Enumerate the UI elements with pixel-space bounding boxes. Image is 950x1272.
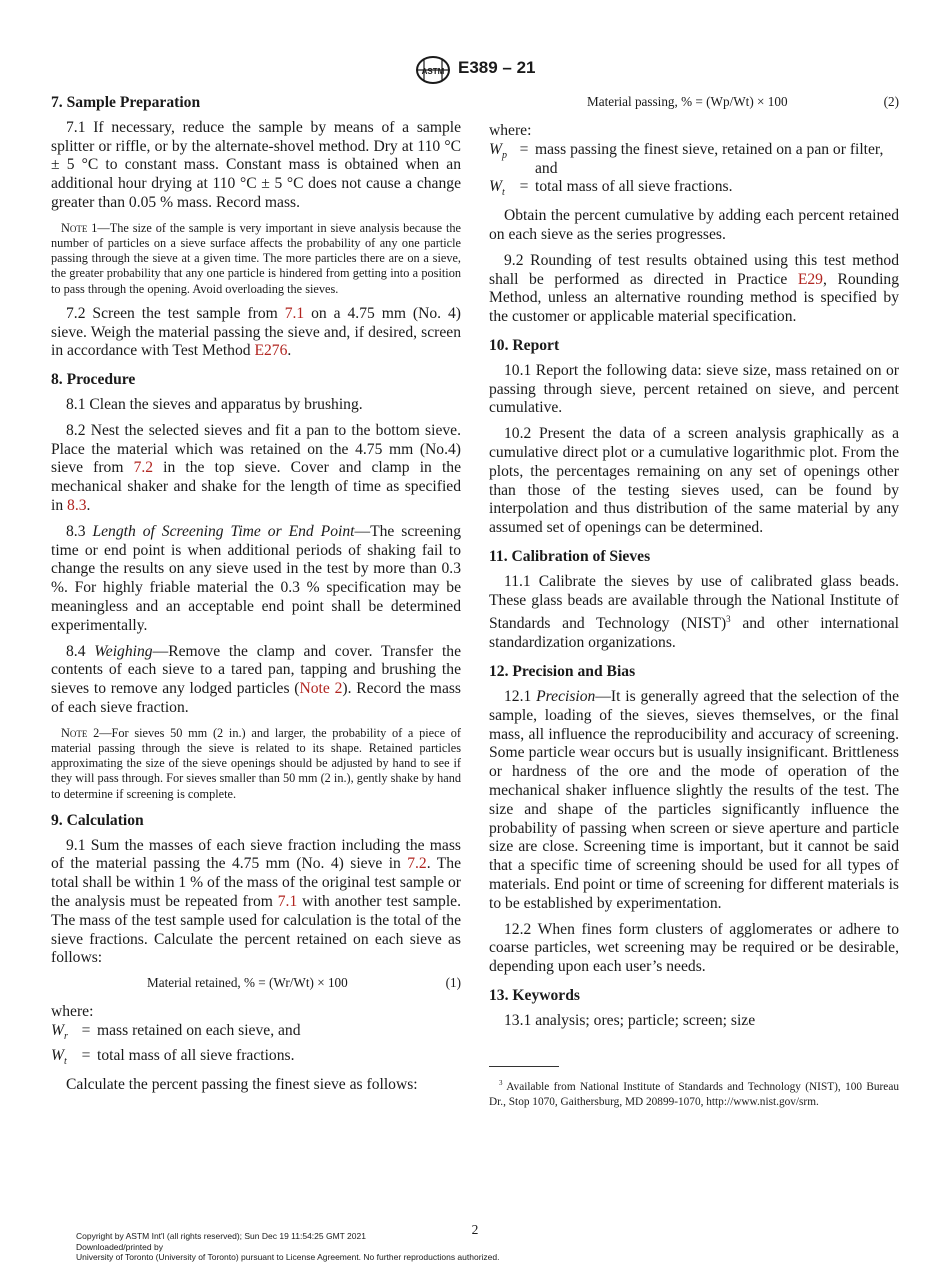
section-10-title: 10. Report (489, 337, 560, 355)
link-e29[interactable]: E29 (797, 270, 823, 288)
link-7-1[interactable]: 7.1 (284, 304, 305, 322)
text-span: —It is generally agreed that the selection of the sample, loading of the sieves, sieves themselves, or the final mass, all influence the reproducibility and accuracy of screening. Some particle wear occurs but is usually insignificant. Brittleness or hardness of the ore and the mode of operation of the mechanical shaker influence slightly the results of the test. The size and shape of the particles significantly influence the probability of passing when screen or sieve aperture and particle size are close. Screening time is important, but it cannot be said that a specific time of screening should be used for all types of materials. End point or time of screening for different materials is to be established by experimentation. (489, 688, 900, 912)
footnote-marker: 3 (726, 614, 731, 625)
paragraph-12-1 (489, 688, 899, 914)
symbol-letter: W (51, 1046, 64, 1064)
paragraph-8-3 (51, 523, 461, 636)
equals-sign: = (519, 140, 529, 158)
text-span: . (287, 342, 292, 360)
symbol-subscript: t (502, 187, 505, 199)
symbol-wt (51, 1047, 75, 1072)
equation-2-expression: Material passing, % = (Wp/Wt) × 100 (587, 94, 788, 109)
copyright-line-2: Downloaded/printed by (76, 1241, 163, 1252)
symbol-subscript: p (502, 149, 507, 161)
astm-logo-icon (414, 55, 452, 85)
text-span: 12.1 (504, 688, 537, 706)
paragraph-7-2 (51, 305, 461, 361)
definition-wp (489, 141, 899, 179)
section-11-title: 11. Calibration of Sieves (489, 548, 651, 566)
where-label: where: (489, 122, 532, 139)
note-2-text: 2—For sieves 50 mm (2 in.) and larger, the probability of a piece of material passing through the sieve is related to its shape. Retained particles approximating the size of the sieve openings should be adjusted by hand to see if they will pass through. For sieves smaller than 50 mm (2 in.), gently shake by hand to determine if screening is complete. (51, 725, 461, 801)
equation-2 (489, 94, 899, 114)
note-2-label: Note (61, 725, 88, 740)
italic-term: Weighing (94, 642, 153, 660)
equation-1 (51, 975, 461, 995)
symbol-wp (489, 141, 513, 179)
italic-term: Precision (536, 688, 596, 706)
text-span: on a 4.75 mm (No. 4) sieve. Weigh the material passing the sieve and, if desired, screen in accordance with Test Method (51, 304, 461, 360)
text-span: 7.2 Screen the test sample from (66, 304, 285, 322)
text-span: 8.4 (66, 642, 95, 660)
definition-text: total mass of all sieve fractions. (535, 178, 733, 196)
link-e276[interactable]: E276 (254, 342, 288, 360)
text-span: in the top sieve. Cover and clamp in the mechanical shaker and shake for the length of time as specified in (51, 459, 461, 514)
copyright-block (76, 1231, 500, 1263)
footnote-divider (489, 1066, 559, 1067)
equation-1-expression: Material retained, % = (Wr/Wt) × 100 (147, 975, 348, 991)
footnote-number: 3 (499, 1079, 503, 1087)
equals-sign: = (519, 178, 529, 196)
text-span: , Rounding Method, unless an alternative rounding method is specified by the customer or applicable material specification. (489, 270, 899, 326)
paragraph-11-1 (489, 573, 899, 653)
text-span: 11.1 Calibrate the sieves by use of calibrated glass beads. These glass beads are available through the National Institute of Standards and Technology (NIST) (489, 572, 899, 633)
note-2 (51, 726, 461, 802)
footnote-text: Available from National Institute of Standards and Technology (NIST), 100 Bureau Dr., Stop 1070, Gaithersburg, MD 20899-1070, http://www.nist.gov/srm. (489, 1080, 899, 1108)
equals-sign: = (81, 1046, 91, 1064)
text-span: 9.2 Rounding of test results obtained using this test method shall be performed as directed in Practice (489, 251, 899, 288)
symbol-subscript: t (64, 1055, 67, 1067)
copyright-line-3: University of Toronto (University of Toronto) pursuant to License Agreement. No further reproductions authorized. (76, 1252, 500, 1262)
text-span: 8.2 Nest the selected sieves and fit a pan to the bottom sieve. Place the material which was retained on the 4.75 mm (No.4) sieve from (51, 421, 461, 477)
page-header (0, 55, 950, 85)
equation-2-number: (2) (883, 94, 899, 109)
equation-1-number: (1) (445, 975, 461, 991)
paragraph-8-1: 8.1 Clean the sieves and apparatus by brushing. (66, 395, 363, 413)
text-span: with another test sample. The mass of the test sample used for calculation is the total of the sieve fractions. Calculate the percent retained on each sieve as follows: (51, 892, 461, 967)
paragraph-8-4 (51, 643, 461, 718)
paragraph-10-2: 10.2 Present the data of a screen analysis graphically as a cumulative direct plot or a cumulative logarithmic plot. From the plots, the percentages remaining on any set of openings other than those of the testing sieves used, can be found by interpolation and thus distribution of the same material by any assumed set of openings can be determined. (489, 425, 899, 537)
note-1-label: Note (61, 220, 88, 235)
definition-wt (489, 178, 899, 203)
section-7-title: 7. Sample Preparation (51, 94, 201, 111)
symbol-wt (489, 178, 513, 203)
link-note-2[interactable]: Note 2 (299, 680, 343, 698)
text-span: —The screening time or end point is when additional periods of shaking fail to change the results on any sieve used in the test by more than 0.3 %. For highly friable material the 0.3 % specification may be meaningless and an acceptable end point shall be determined experimentally. (51, 522, 462, 634)
note-1 (51, 221, 461, 297)
note-1-text: 1—The size of the sample is very important in sieve analysis because the number of particles on a sieve surface affects the probability of any one particle passing through the sieve at a given time. The more particles there are on a sieve, the greater probability that any one particle is hindered from getting into a position to pass through the opening. Avoid overloading the sieves. (51, 220, 461, 296)
text-span: —Remove the clamp and cover. Transfer the contents of each sieve to a tared pan, tapping and brushing the sieves to remove any lodged particles ( (51, 642, 461, 698)
text-span: 9.1 Sum the masses of each sieve fraction including the mass of the material passing the 4.75 mm (No. 4) sieve in (51, 836, 461, 873)
left-column (51, 94, 461, 1102)
paragraph-calc-passing: Calculate the percent passing the finest sieve as follows: (66, 1075, 418, 1093)
paragraph-9-2 (489, 252, 899, 327)
definition-wr (51, 1022, 461, 1047)
right-column (489, 94, 899, 1038)
paragraph-12-2: 12.2 When fines form clusters of agglomerates or adhere to coarse particles, wet screening may be required or be desirable, depending upon each user’s needs. (489, 920, 899, 976)
italic-term: Length of Screening Time or End Point (92, 522, 355, 540)
text-span: . (86, 496, 91, 514)
section-8-title: 8. Procedure (51, 371, 136, 389)
copyright-line-1: Copyright by ASTM Int'l (all rights reserved); Sun Dec 19 11:54:25 GMT 2021 (76, 1231, 366, 1241)
section-12-title: 12. Precision and Bias (489, 663, 636, 681)
paragraph-13-1: 13.1 analysis; ores; particle; screen; size (504, 1011, 756, 1029)
paragraph-cumulative: Obtain the percent cumulative by adding each percent retained on each sieve as the series progresses. (489, 207, 899, 244)
symbol-subscript: r (64, 1031, 68, 1043)
symbol-letter: W (489, 140, 502, 158)
definition-wt (51, 1047, 461, 1072)
text-span: . The total shall be within 1 % of the mass of the original test sample or the analysis must be repeated from (51, 855, 461, 910)
definition-text: mass retained on each sieve, and (97, 1021, 301, 1039)
text-span: ). Record the mass of each sieve fraction. (51, 680, 461, 716)
paragraph-8-2 (51, 422, 461, 516)
where-label: where: (51, 1003, 94, 1021)
link-7-2[interactable]: 7.2 (407, 855, 427, 873)
symbol-letter: W (51, 1021, 64, 1039)
link-7-1[interactable]: 7.1 (277, 892, 298, 910)
symbol-letter: W (489, 178, 502, 196)
footnote-3 (489, 1076, 899, 1110)
astm-logo-text: ASTM (421, 67, 445, 76)
page-number: 2 (471, 1222, 479, 1237)
definition-text: mass passing the finest sieve, retained on a pan or filter, and (535, 140, 884, 177)
equals-sign: = (81, 1021, 91, 1039)
paragraph-7-1: 7.1 If necessary, reduce the sample by means of a sample splitter or riffle, or by the alternate-shovel method. Dry at 110 °C ± 5 °C to constant mass. Constant mass is obtained when an additional hour drying at 110 °C ± 5 °C does not cause a change greater than 0.05 % mass. Record mass. (51, 118, 461, 211)
paragraph-10-1: 10.1 Report the following data: sieve size, mass retained on or passing through sieve, percent retained on sieve, and percent cumulative. (489, 361, 899, 417)
text-span: and other international standardization organizations. (489, 615, 900, 652)
link-8-3[interactable]: 8.3 (67, 496, 87, 514)
standard-id: E389 – 21 (458, 58, 536, 77)
definition-text: total mass of all sieve fractions. (97, 1046, 295, 1064)
link-7-2[interactable]: 7.2 (133, 459, 154, 477)
text-span: 8.3 (66, 522, 93, 540)
section-9-title: 9. Calculation (51, 811, 144, 829)
symbol-wr (51, 1022, 75, 1047)
paragraph-9-1 (51, 837, 461, 969)
section-13-title: 13. Keywords (489, 986, 580, 1004)
